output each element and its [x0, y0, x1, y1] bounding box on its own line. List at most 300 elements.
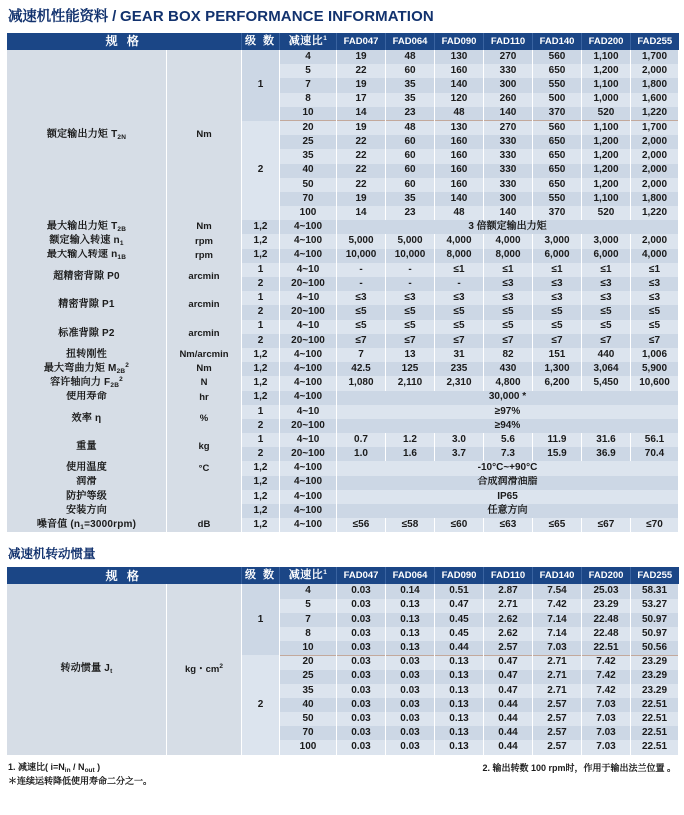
row-label-subscript: 2B	[117, 226, 127, 234]
footnote-1-subscript-in: in	[64, 766, 71, 774]
header-stage: 级 数	[242, 567, 280, 584]
value-cell: 3,000	[582, 234, 631, 248]
header-model-fad047: FAD047	[337, 33, 386, 50]
value-cell: 0.03	[337, 684, 386, 698]
value-cell: 0.45	[435, 627, 484, 641]
value-cell: 1,800	[631, 192, 679, 206]
value-cell: ≤5	[631, 305, 679, 319]
value-cell: 7.03	[582, 712, 631, 726]
merged-value-cell: -10°C~+90°C	[337, 461, 679, 475]
value-cell: ≤60	[435, 518, 484, 532]
row-label-inertia	[7, 584, 167, 754]
value-cell: 0.13	[435, 726, 484, 740]
value-cell: 23.29	[631, 670, 679, 684]
value-cell: 0.03	[337, 641, 386, 655]
value-cell: 1,100	[582, 121, 631, 135]
ratio-cell: 7	[280, 78, 337, 92]
value-cell: ≤1	[435, 263, 484, 277]
table-row	[7, 249, 679, 263]
stage-cell: 1	[242, 320, 280, 334]
value-cell: 2.57	[484, 641, 533, 655]
value-cell: 1.6	[386, 447, 435, 461]
value-cell: 0.13	[386, 613, 435, 627]
header-model-fad110: FAD110	[484, 33, 533, 50]
value-cell: 1,006	[631, 348, 679, 362]
value-cell: ≤7	[386, 334, 435, 348]
header-model-fad255: FAD255	[631, 567, 679, 584]
row-unit-max-torque: Nm	[167, 220, 242, 234]
value-cell: 235	[435, 362, 484, 376]
value-cell: ≤5	[337, 305, 386, 319]
ratio-cell: 4	[280, 584, 337, 598]
value-cell: 48	[435, 206, 484, 220]
stage-cell: 1,2	[242, 234, 280, 248]
value-cell: ≤67	[582, 518, 631, 532]
value-cell: 0.47	[484, 655, 533, 669]
row-label-text-2: =3000rpm)	[84, 519, 137, 531]
value-cell: 58.31	[631, 584, 679, 598]
table-row	[7, 391, 679, 405]
value-cell: 0.03	[386, 726, 435, 740]
ratio-cell: 20~100	[280, 305, 337, 319]
header-model-fad140: FAD140	[533, 567, 582, 584]
value-cell: 0.03	[337, 599, 386, 613]
stage-cell-1: 1	[242, 50, 280, 121]
row-label-subscript: 1B	[117, 254, 127, 262]
value-cell: 2.57	[533, 726, 582, 740]
value-cell: 0.03	[337, 712, 386, 726]
value-cell: 500	[533, 93, 582, 107]
table-row	[7, 476, 679, 490]
performance-table-header	[7, 33, 679, 50]
value-cell: ≤5	[386, 320, 435, 334]
value-cell: 7.03	[582, 740, 631, 754]
value-cell: 3.0	[435, 433, 484, 447]
value-cell: 17	[337, 93, 386, 107]
stage-cell: 1,2	[242, 220, 280, 234]
row-unit-text: kg・cm	[185, 663, 220, 675]
value-cell: ≤70	[631, 518, 679, 532]
value-cell: ≤1	[582, 263, 631, 277]
value-cell: ≤7	[582, 334, 631, 348]
row-label-text: 最大弯曲力矩 M	[43, 362, 117, 374]
row-label-subscript: 1	[80, 524, 85, 532]
table-row	[7, 263, 679, 277]
value-cell: 0.13	[435, 655, 484, 669]
value-cell: 1,800	[631, 78, 679, 92]
value-cell: 60	[386, 178, 435, 192]
row-label-subscript: 2B	[116, 367, 126, 375]
value-cell: 2,000	[631, 64, 679, 78]
value-cell: 48	[386, 50, 435, 64]
header-model-fad255: FAD255	[631, 33, 679, 50]
merged-value-cell: 30,000 *	[337, 391, 679, 405]
value-cell: 23	[386, 206, 435, 220]
value-cell: 2.57	[533, 698, 582, 712]
stage-cell: 1,2	[242, 249, 280, 263]
ratio-cell: 5	[280, 64, 337, 78]
value-cell: 160	[435, 64, 484, 78]
stage-cell: 1	[242, 433, 280, 447]
ratio-cell: 4~100	[280, 518, 337, 532]
ratio-cell: 4~10	[280, 320, 337, 334]
footnote-1-prefix: 1. 减速比( i=N	[8, 761, 65, 772]
value-cell: 2.71	[533, 670, 582, 684]
value-cell: 650	[533, 164, 582, 178]
value-cell: 2.57	[533, 712, 582, 726]
header-model-fad090: FAD090	[435, 567, 484, 584]
value-cell: 7.3	[484, 447, 533, 461]
value-cell: 2.57	[533, 740, 582, 754]
stage-cell: 1	[242, 263, 280, 277]
value-cell: ≤63	[484, 518, 533, 532]
ratio-cell: 4~100	[280, 249, 337, 263]
value-cell: 370	[533, 206, 582, 220]
ratio-cell: 8	[280, 627, 337, 641]
merged-value-cell: 合成润滑油脂	[337, 476, 679, 490]
value-cell: 2,000	[631, 164, 679, 178]
value-cell: 520	[582, 206, 631, 220]
value-cell: 560	[533, 121, 582, 135]
stage-cell: 1,2	[242, 490, 280, 504]
footnote-1-mid: / N	[70, 761, 85, 772]
stage-cell: 2	[242, 419, 280, 433]
row-unit-exponent: 2	[219, 662, 223, 670]
ratio-cell: 70	[280, 192, 337, 206]
value-cell: 1,220	[631, 107, 679, 121]
row-label-text: 额定输出力矩 T	[46, 128, 118, 140]
value-cell: 22	[337, 135, 386, 149]
ratio-cell: 4~100	[280, 504, 337, 518]
row-label-text: 额定输入转速 n	[49, 235, 120, 247]
header-model-fad200: FAD200	[582, 33, 631, 50]
ratio-cell: 70	[280, 726, 337, 740]
value-cell: ≤3	[582, 277, 631, 291]
row-unit-torsional-stiffness: Nm/arcmin	[167, 348, 242, 362]
value-cell: ≤5	[435, 305, 484, 319]
value-cell: 19	[337, 50, 386, 64]
value-cell: 0.13	[435, 698, 484, 712]
value-cell: 2.62	[484, 627, 533, 641]
page-title-cn: 减速机性能资料	[8, 9, 109, 25]
value-cell: 0.03	[337, 655, 386, 669]
ratio-cell: 4~10	[280, 263, 337, 277]
ratio-cell: 20~100	[280, 447, 337, 461]
value-cell: ≤3	[484, 291, 533, 305]
ratio-cell: 4~100	[280, 391, 337, 405]
header-stage: 级 数	[242, 33, 280, 50]
value-cell: 1,220	[631, 206, 679, 220]
value-cell: 130	[435, 50, 484, 64]
ratio-cell: 20~100	[280, 334, 337, 348]
value-cell: 330	[484, 135, 533, 149]
stage-cell: 1,2	[242, 518, 280, 532]
header-spec: 规 格	[7, 567, 242, 584]
ratio-cell: 4~100	[280, 362, 337, 376]
value-cell: 22	[337, 164, 386, 178]
value-cell: ≤5	[582, 320, 631, 334]
value-cell: 7.42	[582, 684, 631, 698]
value-cell: 7.03	[533, 641, 582, 655]
value-cell: 5,000	[386, 234, 435, 248]
header-ratio-label: 减速比	[288, 569, 324, 582]
stage-cell: 2	[242, 277, 280, 291]
row-unit-temperature: °C	[167, 461, 242, 475]
merged-value-cell: ≥97%	[337, 405, 679, 419]
page-title-separator: /	[108, 8, 121, 25]
value-cell: 31.6	[582, 433, 631, 447]
ratio-cell: 50	[280, 712, 337, 726]
ratio-cell: 4~10	[280, 405, 337, 419]
value-cell: 7.03	[582, 698, 631, 712]
row-unit-rated-torque: Nm	[167, 50, 242, 220]
value-cell: 0.03	[337, 613, 386, 627]
value-cell: 7	[337, 348, 386, 362]
value-cell: 31	[435, 348, 484, 362]
stage-cell: 1,2	[242, 391, 280, 405]
value-cell: 22.51	[631, 740, 679, 754]
performance-table	[6, 33, 679, 532]
value-cell: 2,000	[631, 178, 679, 192]
footnote-asterisk: ＊连续运转降低使用寿命二分之一。	[8, 775, 153, 786]
ratio-cell: 4~100	[280, 234, 337, 248]
value-cell: 2,110	[386, 376, 435, 390]
row-unit-lubrication	[167, 476, 242, 490]
ratio-cell: 20	[280, 655, 337, 669]
row-unit-backlash-p0: arcmin	[167, 263, 242, 291]
row-label-backlash-p0: 超精密背隙 P0	[7, 263, 167, 291]
inertia-table-body	[7, 584, 679, 754]
value-cell: 160	[435, 164, 484, 178]
ratio-cell: 8	[280, 93, 337, 107]
value-cell: 2,310	[435, 376, 484, 390]
row-label-text: 容许轴向力 F	[50, 377, 111, 389]
row-unit-service-life: hr	[167, 391, 242, 405]
value-cell: 4,000	[484, 234, 533, 248]
stage-cell: 2	[242, 447, 280, 461]
row-label-efficiency: 效率 η	[7, 405, 167, 433]
value-cell: 60	[386, 149, 435, 163]
value-cell: 11.9	[533, 433, 582, 447]
value-cell: 0.45	[435, 613, 484, 627]
value-cell: 22.51	[631, 698, 679, 712]
table-row	[7, 584, 679, 598]
ratio-cell: 20	[280, 121, 337, 135]
value-cell: 1,100	[582, 78, 631, 92]
row-label-mounting: 安装方向	[7, 504, 167, 518]
value-cell: 0.03	[386, 740, 435, 754]
performance-table-body	[7, 50, 679, 532]
value-cell: 10,600	[631, 376, 679, 390]
value-cell: 60	[386, 64, 435, 78]
value-cell: ≤3	[386, 291, 435, 305]
stage-cell: 2	[242, 305, 280, 319]
value-cell: 23.29	[631, 655, 679, 669]
value-cell: 7.54	[533, 584, 582, 598]
value-cell: 7.14	[533, 627, 582, 641]
value-cell: ≤3	[631, 277, 679, 291]
value-cell: 0.13	[435, 712, 484, 726]
value-cell: 42.5	[337, 362, 386, 376]
value-cell: 50.97	[631, 627, 679, 641]
value-cell: 0.03	[337, 698, 386, 712]
row-label-subscript: 1	[119, 240, 124, 248]
stage-cell: 2	[242, 334, 280, 348]
ratio-cell: 25	[280, 135, 337, 149]
value-cell: 1,200	[582, 178, 631, 192]
row-unit-noise: dB	[167, 518, 242, 532]
value-cell: 140	[435, 192, 484, 206]
footnote-1-suffix: )	[94, 761, 101, 772]
value-cell: 56.1	[631, 433, 679, 447]
footnote-left	[8, 761, 152, 789]
ratio-cell: 100	[280, 206, 337, 220]
value-cell: 650	[533, 149, 582, 163]
ratio-cell: 4~100	[280, 220, 337, 234]
ratio-cell: 4~100	[280, 490, 337, 504]
value-cell: 1,700	[631, 121, 679, 135]
value-cell: 3,064	[582, 362, 631, 376]
ratio-cell: 100	[280, 740, 337, 754]
value-cell: 3.7	[435, 447, 484, 461]
value-cell: ≤7	[435, 334, 484, 348]
value-cell: -	[386, 263, 435, 277]
value-cell: ≤5	[337, 320, 386, 334]
value-cell: 0.03	[386, 655, 435, 669]
value-cell: ≤7	[337, 334, 386, 348]
value-cell: ≤1	[631, 263, 679, 277]
value-cell: 140	[484, 206, 533, 220]
value-cell: -	[337, 263, 386, 277]
row-label-max-bending-moment	[7, 362, 167, 376]
header-model-fad064: FAD064	[386, 567, 435, 584]
row-label-subscript: 2B	[110, 382, 120, 390]
value-cell: 10,000	[337, 249, 386, 263]
stage-cell-1: 1	[242, 584, 280, 655]
value-cell: 0.44	[484, 712, 533, 726]
value-cell: ≤5	[435, 320, 484, 334]
value-cell: 7.03	[582, 726, 631, 740]
header-model-fad200: FAD200	[582, 567, 631, 584]
value-cell: 1,300	[533, 362, 582, 376]
ratio-cell: 35	[280, 684, 337, 698]
value-cell: 5,000	[337, 234, 386, 248]
value-cell: 14	[337, 107, 386, 121]
stage-cell: 1,2	[242, 476, 280, 490]
footnote-right: 2. 输出转数 100 rpm时，作用于输出法兰位置 。	[482, 762, 676, 773]
row-label-rated-torque	[7, 50, 167, 220]
value-cell: 22	[337, 64, 386, 78]
value-cell: 7.42	[533, 599, 582, 613]
value-cell: 22.48	[582, 627, 631, 641]
value-cell: 14	[337, 206, 386, 220]
value-cell: 70.4	[631, 447, 679, 461]
value-cell: 330	[484, 164, 533, 178]
value-cell: 160	[435, 149, 484, 163]
value-cell: 260	[484, 93, 533, 107]
row-label-backlash-p1: 精密背隙 P1	[7, 291, 167, 319]
value-cell: 151	[533, 348, 582, 362]
value-cell: 6,000	[533, 249, 582, 263]
value-cell: 7.42	[582, 670, 631, 684]
value-cell: 300	[484, 78, 533, 92]
row-label-subscript: 2N	[117, 133, 127, 141]
value-cell: 23	[386, 107, 435, 121]
ratio-cell: 4~100	[280, 461, 337, 475]
stage-cell: 1	[242, 405, 280, 419]
ratio-cell: 40	[280, 698, 337, 712]
value-cell: 2.71	[533, 684, 582, 698]
table-row	[7, 490, 679, 504]
value-cell: 1,200	[582, 64, 631, 78]
value-cell: 0.03	[337, 740, 386, 754]
row-unit-backlash-p2: arcmin	[167, 320, 242, 348]
ratio-cell: 4~10	[280, 433, 337, 447]
page-title-en: GEAR BOX PERFORMANCE INFORMATION	[120, 8, 434, 25]
header-ratio-footnote-marker: 1	[323, 569, 328, 577]
header-model-fad110: FAD110	[484, 567, 533, 584]
value-cell: 7.42	[582, 655, 631, 669]
row-label-protection: 防护等级	[7, 490, 167, 504]
value-cell: 0.03	[337, 726, 386, 740]
value-cell: 35	[386, 78, 435, 92]
row-label-weight: 重量	[7, 433, 167, 461]
header-ratio-label: 减速比	[288, 34, 324, 47]
value-cell: 13	[386, 348, 435, 362]
stage-cell-2: 2	[242, 121, 280, 220]
value-cell: 2,000	[631, 234, 679, 248]
ratio-cell: 4~10	[280, 291, 337, 305]
value-cell: ≤5	[582, 305, 631, 319]
row-label-axial-force	[7, 376, 167, 390]
row-unit-mounting	[167, 504, 242, 518]
value-cell: 120	[435, 93, 484, 107]
value-cell: 48	[386, 121, 435, 135]
header-ratio	[280, 567, 337, 584]
header-ratio-footnote-marker: 1	[323, 34, 328, 42]
value-cell: 0.03	[337, 627, 386, 641]
inertia-table-header	[7, 567, 679, 584]
value-cell: ≤5	[533, 305, 582, 319]
stage-cell: 1,2	[242, 376, 280, 390]
ratio-cell: 4~100	[280, 348, 337, 362]
value-cell: 0.03	[386, 670, 435, 684]
row-unit-backlash-p1: arcmin	[167, 291, 242, 319]
value-cell: 0.51	[435, 584, 484, 598]
value-cell: 160	[435, 178, 484, 192]
value-cell: 330	[484, 149, 533, 163]
row-label-text: 转动惯量 J	[60, 663, 111, 675]
value-cell: ≤7	[533, 334, 582, 348]
value-cell: ≤5	[631, 320, 679, 334]
row-label-noise	[7, 518, 167, 532]
value-cell: 330	[484, 64, 533, 78]
row-label-backlash-p2: 标准背隙 P2	[7, 320, 167, 348]
value-cell: 60	[386, 135, 435, 149]
header-model-fad064: FAD064	[386, 33, 435, 50]
value-cell: 520	[582, 107, 631, 121]
value-cell: 1,080	[337, 376, 386, 390]
page-title	[6, 0, 678, 33]
merged-value-cell: 3 倍额定输出力矩	[337, 220, 679, 234]
value-cell: 5,450	[582, 376, 631, 390]
value-cell: 50.56	[631, 641, 679, 655]
row-unit-protection	[167, 490, 242, 504]
value-cell: 50.97	[631, 613, 679, 627]
value-cell: 0.44	[435, 641, 484, 655]
value-cell: 6,000	[582, 249, 631, 263]
value-cell: 0.03	[386, 684, 435, 698]
